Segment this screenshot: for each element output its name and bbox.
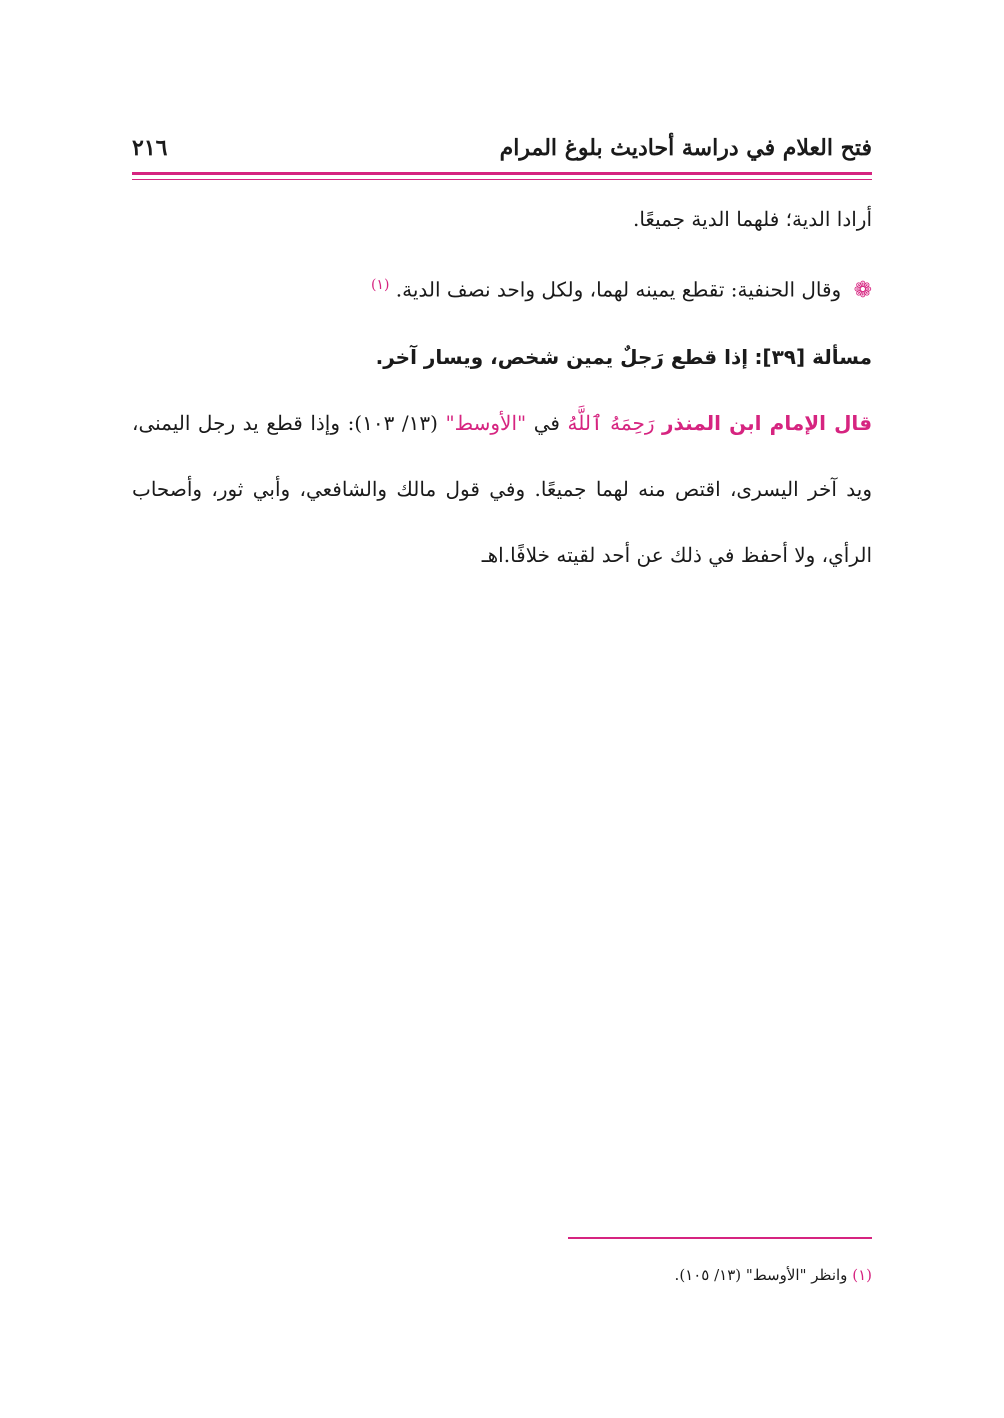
quote-source-prefix: في bbox=[533, 410, 560, 435]
footnote-rule bbox=[568, 1237, 872, 1239]
issue-heading bbox=[132, 324, 872, 390]
page-header bbox=[132, 128, 872, 168]
main-text bbox=[132, 186, 872, 610]
footnote-number: (١) bbox=[852, 1266, 872, 1284]
page-number: ٢١٦ bbox=[132, 135, 168, 161]
book-title: فتح العلام في دراسة أحاديث بلوغ المرام bbox=[499, 135, 872, 161]
header-rule-thin bbox=[132, 179, 872, 180]
quote-author: قال الإمام ابن المنذر bbox=[662, 410, 873, 435]
paragraph-hanafi bbox=[132, 252, 872, 324]
flower-icon: ❁ bbox=[853, 277, 872, 303]
hanafi-text: وقال الحنفية: تقطع يمينه لهما، ولكل واحد نصف الدية. bbox=[395, 277, 842, 302]
line1-text: أرادا الدية؛ فلهما الدية جميعًا. bbox=[632, 207, 872, 231]
issue-label: مسألة [٣٩]: bbox=[754, 344, 872, 369]
quote-honorific: رَحِمَهُ ٱللَّهُ bbox=[567, 410, 655, 435]
footnote bbox=[132, 1262, 872, 1288]
issue-title: إذا قطع رَجلٌ يمين شخص، ويسار آخر. bbox=[375, 344, 749, 369]
paragraph-quote bbox=[132, 390, 872, 588]
quote-source: "الأوسط" bbox=[445, 410, 527, 435]
quote-body: وإذا قطع يد رجل اليمنى، ويد آخر اليسرى، اقتص منه لهما جميعًا. وفي قول مالك والشافعي، وأبي ثور، وأصحاب الرأي، ولا أحفظ في ذلك عن أحد لقيته خلافًا.اهـ bbox=[132, 410, 872, 567]
footnote-reference[interactable]: (١) bbox=[370, 277, 390, 293]
quote-ref: (١٣/ ١٠٣): bbox=[347, 410, 438, 435]
footnote-text: وانظر "الأوسط" (١٣/ ١٠٥). bbox=[674, 1266, 848, 1284]
header-rule-thick bbox=[132, 172, 872, 175]
paragraph-line1 bbox=[132, 186, 872, 252]
